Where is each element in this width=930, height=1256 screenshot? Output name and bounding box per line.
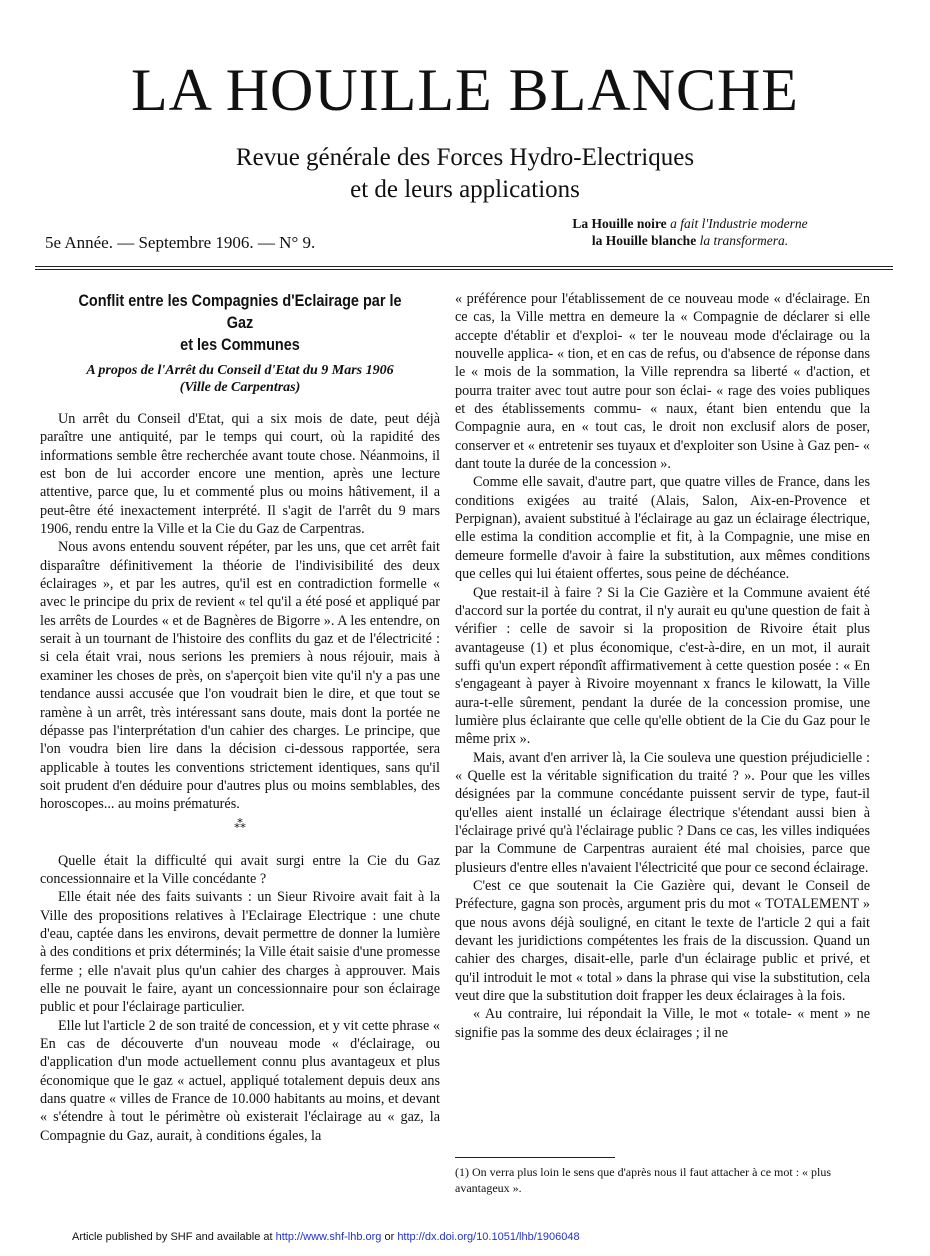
footnote-divider bbox=[455, 1157, 615, 1158]
paragraph: « préférence pour l'établissement de ce nouveau mode « d'éclairage. En ce cas, la Ville mettra en demeure la « Compagnie de déclarer si elle accepte d'établir et d'exploi- « ter le nouveau mode d'éclairage ou la nouvelle applica- « tion, et en cas de refus, ou d'absence de réponse dans le « mois de la sommation, la Ville reprendra sa liberté « d'action, et pourra traiter avec tout autre pour son éclai- « rage des voies publiques et des établissements commu- « naux, étant bien entendu que la Compagnie aura, en « tout cas, le droit non exclusif alors de poser, conserver et « entretenir ses tuyaux et d'exploiter son Usine à Gaz pen- « dant toute la durée de la concession ». bbox=[455, 291, 870, 473]
subtitle-line2: et de leurs applications bbox=[350, 176, 580, 203]
motto-bold-2: la Houille blanche bbox=[591, 233, 697, 248]
paragraph: Elle était née des faits suivants : un Sieur Rivoire avait fait à la Ville des propositions relatives à l'Eclairage Electrique : une chute d'eau, captée dans les environs, devait permettre de donner la lumière à des conditions et prix déterminés; la Ville était saisie d'une promesse ferme ; elle n'avait plus qu'un cahier des charges à approuver. Mais elle ne pouvait le faire, ayant un concessionnaire pour son éclairage public et pour l'éclairage particulier. bbox=[40, 889, 440, 1016]
article-subtitle-line1: A propos de l'Arrêt du Conseil d'Etat du 9 Mars 1906 bbox=[86, 363, 394, 378]
paragraph: Nous avons entendu souvent répéter, par les uns, que cet arrêt fait disparaître définitivement la théorie de l'indivisibilité des deux éclairages », et par les autres, qu'il est en contradiction formelle « avec le principe du prix de revient « tel qu'il a été posé et appliqué par les arrêts de Lourdes « et de Bagnères de Bigorre ». A les entendre, on serait à un tournant de l'histoire des conflits du gaz et de l'électricité : si cela était vrai, nous serions les premiers à nous réjouir, mais à examiner les choses de près, on s'aperçoit bien vite qu'il n'y a pas une tendance aussi accusée que l'on voudrait bien le dire, et que tout se ramène à un arrêt, très intéressant sans doute, mais dont la portée ne dépasse pas l'interprétation d'un cahier des charges. Le principe, que l'on voudra bien lire dans la décision ci-dessous rapportée, sera applicable à toutes les conventions strictement identiques, sans qu'il soit prudent d'en déduire pour d'autres plus ou moins semblables, des horoscopes... au moins prématurés. bbox=[40, 539, 440, 813]
section-separator: ⁂ bbox=[234, 816, 246, 831]
left-column bbox=[40, 290, 440, 1145]
motto-rest-1: a fait l'Industrie moderne bbox=[666, 216, 808, 231]
doi-link[interactable]: http://dx.doi.org/10.1051/lhb/1906048 bbox=[397, 1231, 580, 1243]
paragraph: Comme elle savait, d'autre part, que quatre villes de France, dans les conditions exigées au traité (Alais, Salon, Aix-en-Provence et Perpignan), avaient substitué à l'éclairage au gaz un éclairage électrique, elle estima la condition accomplie et fit, à la Compagnie, une mise en demeure formelle d'avoir à faire la substitution, aux mêmes conditions que celles qui lui étaient offertes, sous peine de déchéance. bbox=[455, 474, 870, 583]
footnote: (1) On verra plus loin le sens que d'après nous il faut attacher à ce mot : « plus avantageux ». bbox=[455, 1165, 832, 1195]
paragraph: Mais, avant d'en arriver là, la Cie souleva une question préjudicielle : « Quelle est la véritable signification du traité ? ». Pour que les villes désignées par la commune concédante puissent servir de type, faut-il qu'elles aient installé un éclairage électrique s'étendant aussi bien à l'éclairage privé qu'à l'éclairage public ? Dans ce cas, les villes indiquées par la Commune de Carpentras auraient été mal choisies, parce que plusieurs d'entre elles n'avaient l'électricité que pour ce second éclairage. bbox=[455, 749, 870, 876]
subtitle: Revue générale des Forces Hydro-Electriques bbox=[235, 144, 695, 171]
right-column bbox=[455, 290, 870, 1042]
article-subtitle-line2: (Ville de Carpentras) bbox=[179, 380, 301, 395]
motto-bold-1: La Houille noire bbox=[572, 216, 667, 231]
article-title bbox=[70, 290, 410, 356]
article-title-line2: et les Communes bbox=[180, 335, 300, 354]
paragraph: Que restait-il à faire ? Si la Cie Gazière et la Commune avaient été d'accord sur la portée du contrat, il n'y aurait eu qu'une question de fait à vérifier : celle de savoir si la proposition de Rivoire était plus avantageuse (1) et plus économique, c'est-à-dire, en un mot, il aurait suffi qu'un expert répondît affirmativement à cette question posée : « En s'engageant à payer à Rivoire moyennant x francs le kilowatt, la Ville aura-t-elle sûrement, pendant la durée de la concession promise, une lumière plus éclairante que celle qu'elle obtient de la Cie du Gaz pour le même prix ». bbox=[455, 584, 870, 748]
paragraph: Elle lut l'article 2 de son traité de concession, et y vit cette phrase « En cas de découverte d'un nouveau mode « d'éclairage, ou d'application d'un mode actuellement connu plus avantageux et plus économique que le gaz « actuel, appliqué totalement depuis deux ans dans quatre « villes de France de 10.000 habitants au moins, et devant « s'étendre à tout le périmètre où existerait l'éclairage au « gaz, la Compagnie du Gaz, aurait, à conditions égales, la bbox=[40, 1017, 440, 1144]
shf-link[interactable]: http://www.shf-lhb.org bbox=[275, 1231, 382, 1243]
paragraph: Un arrêt du Conseil d'Etat, qui a six mois de date, peut déjà paraître une antiquité, par le temps qui court, où la rapidité des informations semble être recherchée avant toute chose. Néanmoins, il est bon de lui accorder encore une mention, après une lecture attentive, parce que, lu et commenté plus ou moins hâtivement, il a peut-être été inexactement interprété. Il s'agit de l'arrêt du 9 mars 1906, rendu entre la Ville et la Cie du Gaz de Carpentras. bbox=[40, 411, 440, 538]
article-title-line1: Conflit entre les Compagnies d'Eclairage par le Gaz bbox=[78, 291, 402, 332]
publication-credit bbox=[72, 1231, 580, 1243]
issue-line: 5e Année. — Septembre 1906. — N° 9. bbox=[45, 233, 316, 252]
header-divider bbox=[35, 266, 893, 267]
paragraph: Quelle était la difficulté qui avait surgi entre la Cie du Gaz concessionnaire et la Ville concédante ? bbox=[40, 852, 440, 887]
credit-middle: or bbox=[381, 1231, 398, 1243]
masthead: LA HOUILLE BLANCHE bbox=[131, 57, 799, 123]
credit-prefix: Article published by SHF and available at bbox=[72, 1231, 276, 1243]
header-divider-double bbox=[35, 269, 893, 270]
article-subtitle bbox=[40, 362, 440, 396]
paragraph: C'est ce que soutenait la Cie Gazière qui, devant le Conseil de Préfecture, gagna son procès, argument pris du mot « TOTALEMENT » que nous avons déjà souligné, en citant le texte de l'article 2 qui a fait devant les juridictions compétentes les frais de la discussion. Quand un cahier des charges, disait-elle, parle d'un éclairage public et privé, et qu'il introduit le mot « total » dans la phrase qui vise la substitution, cela veut dire que la substitution doit frapper les deux éclairages à la fois. bbox=[455, 878, 870, 1005]
paragraph: « Au contraire, lui répondait la Ville, le mot « totale- « ment » ne signifie pas la somme des deux éclairages ; il ne bbox=[455, 1006, 870, 1041]
motto-rest-2: la transformera. bbox=[696, 233, 789, 248]
motto bbox=[540, 215, 840, 249]
